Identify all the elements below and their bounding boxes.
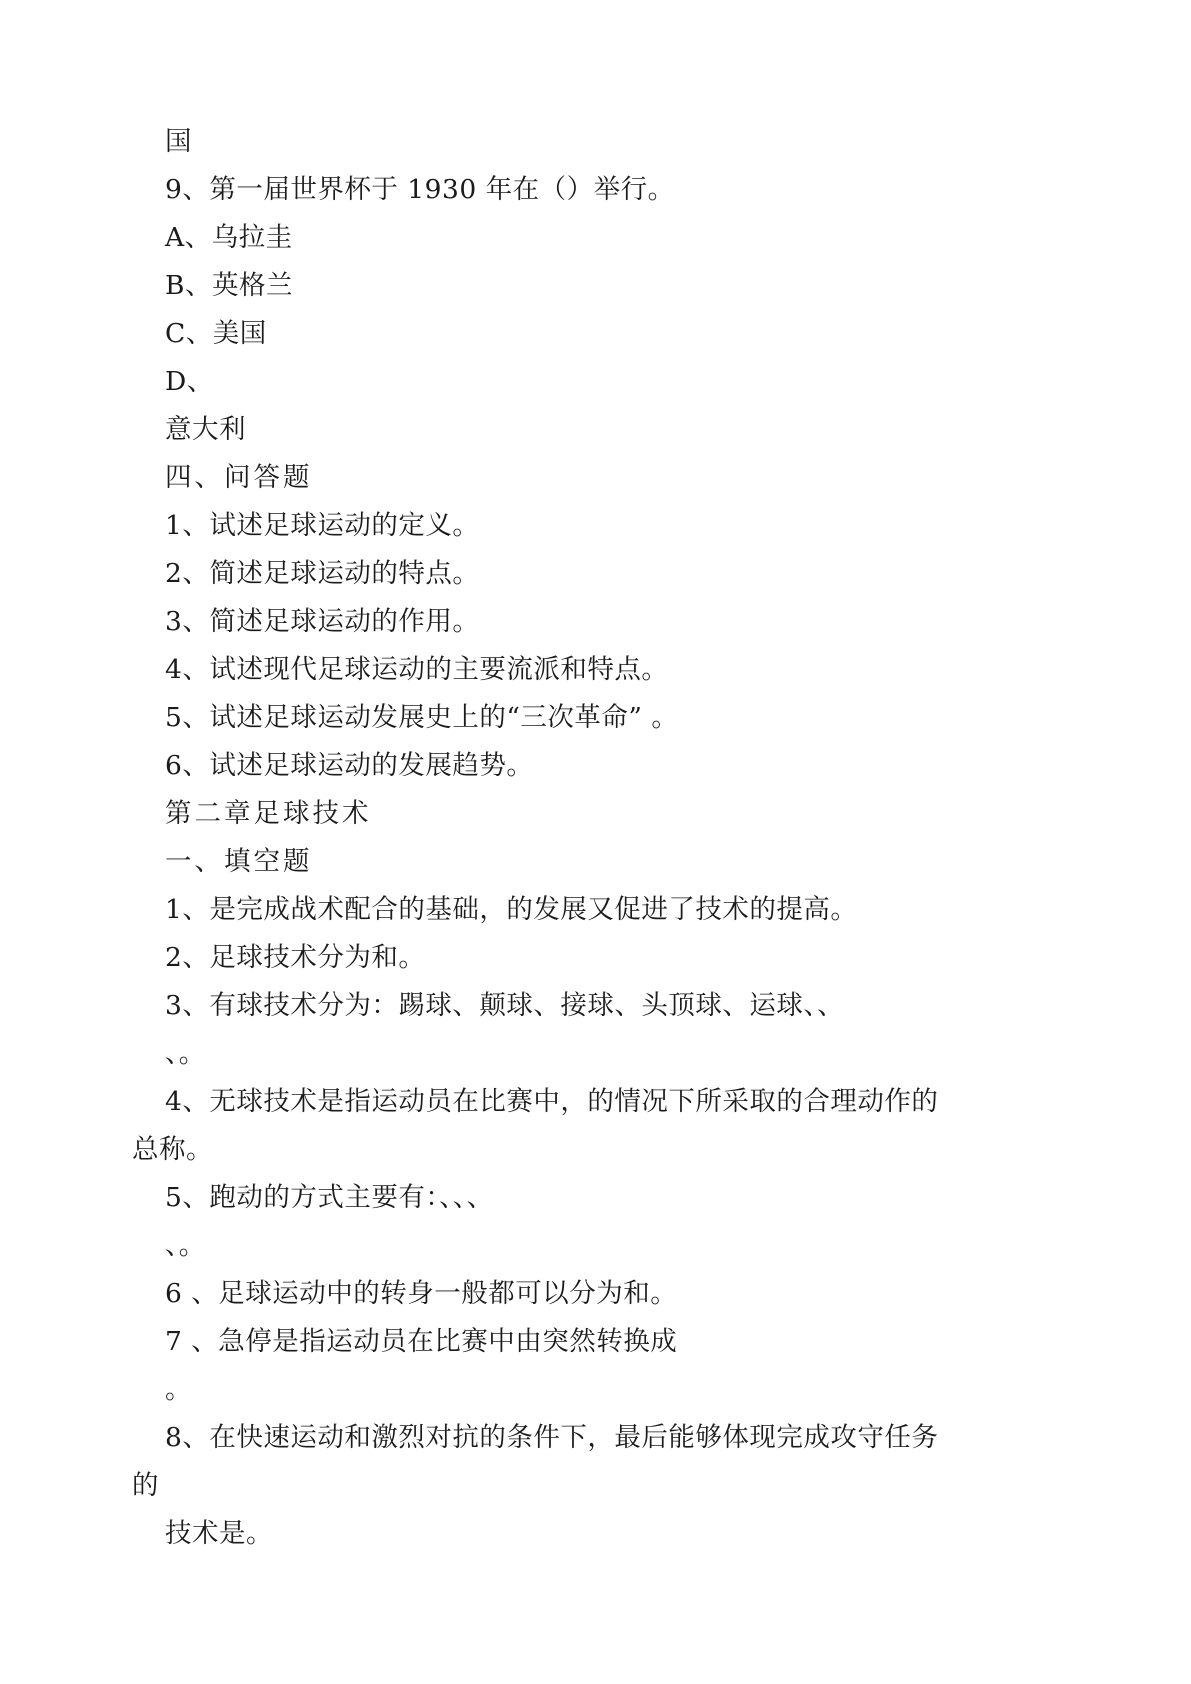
- document-line: 6、试述足球运动的发展趋势。: [165, 750, 534, 781]
- document-line: 8、在快速运动和激烈对抗的条件下，最后能够体现完成攻守任务: [165, 1422, 939, 1453]
- document-line: 9、第一届世界杯于 1930 年在（）举行。: [165, 174, 675, 205]
- document-line: B、英格兰: [165, 270, 293, 301]
- document-line: 一、填空题: [165, 846, 313, 877]
- document-line: 。: [165, 1374, 192, 1405]
- document-text-body: [132, 118, 1059, 1558]
- document-line: 3、有球技术分为：踢球、颠球、接球、头顶球、运球、、: [165, 990, 845, 1021]
- document-line: 的: [132, 1470, 159, 1501]
- document-line: C、美国: [165, 318, 267, 349]
- document-line: 2、简述足球运动的特点。: [165, 558, 480, 589]
- document-line: 技术是。: [165, 1518, 273, 1549]
- document-line: 2、足球技术分为和。: [165, 942, 426, 973]
- document-line: 国: [165, 126, 192, 157]
- document-line: 5、跑动的方式主要有：、、、: [165, 1182, 494, 1213]
- document-line: 总称。: [132, 1134, 213, 1165]
- document-line: 5、试述足球运动发展史上的“三次革命” 。: [165, 702, 679, 733]
- document-line: 、。: [165, 1038, 206, 1069]
- document-line: 第二章足球技术: [165, 798, 372, 829]
- document-line: 6 、足球运动中的转身一般都可以分为和。: [165, 1278, 678, 1309]
- document-line: 7 、急停是指运动员在比赛中由突然转换成: [165, 1326, 678, 1357]
- document-line: 1、是完成战术配合的基础，的发展又促进了技术的提高。: [165, 894, 858, 925]
- document-line: 1、试述足球运动的定义。: [165, 510, 480, 541]
- document-line: 3、简述足球运动的作用。: [165, 606, 480, 637]
- document-line: D、: [165, 366, 214, 397]
- document-line: A、乌拉圭: [165, 222, 293, 253]
- document-line: 意大利: [165, 414, 246, 445]
- document-line: 4、试述现代足球运动的主要流派和特点。: [165, 654, 669, 685]
- document-line: 四、问答题: [165, 462, 313, 493]
- document-line: 、。: [165, 1230, 206, 1261]
- document-line: 4、无球技术是指运动员在比赛中，的情况下所采取的合理动作的: [165, 1086, 939, 1117]
